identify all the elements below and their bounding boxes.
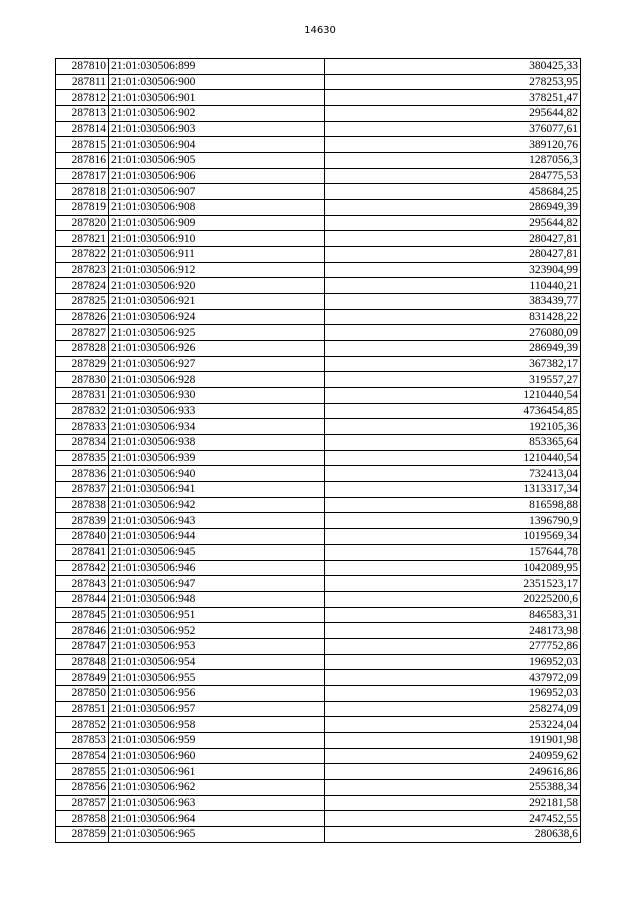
cadastral-number-cell: 21:01:030506:959 (109, 732, 325, 748)
table-row (56, 121, 581, 137)
cadastral-number-cell: 21:01:030506:945 (109, 544, 325, 560)
table-row (56, 544, 581, 560)
row-number-cell: 287839 (56, 513, 109, 529)
table-row (56, 811, 581, 827)
cadastral-value-cell: 255388,34 (325, 779, 581, 795)
row-number-cell: 287822 (56, 247, 109, 263)
cadastral-value-cell: 249616,86 (325, 764, 581, 780)
row-number-cell: 287834 (56, 435, 109, 451)
cadastral-value-cell: 248173,98 (325, 623, 581, 639)
row-number-cell: 287827 (56, 325, 109, 341)
table-row (56, 309, 581, 325)
cadastral-number-cell: 21:01:030506:933 (109, 403, 325, 419)
table-row (56, 670, 581, 686)
cadastral-value-cell: 276080,09 (325, 325, 581, 341)
table-row (56, 403, 581, 419)
table-row (56, 419, 581, 435)
cadastral-value-cell: 196952,03 (325, 685, 581, 701)
table-row (56, 764, 581, 780)
row-number-cell: 287840 (56, 529, 109, 545)
cadastral-number-cell: 21:01:030506:938 (109, 435, 325, 451)
cadastral-number-cell: 21:01:030506:955 (109, 670, 325, 686)
row-number-cell: 287857 (56, 795, 109, 811)
table-row (56, 607, 581, 623)
cadastral-value-cell: 253224,04 (325, 717, 581, 733)
row-number-cell: 287815 (56, 137, 109, 153)
row-number-cell: 287818 (56, 184, 109, 200)
cadastral-value-cell: 110440,21 (325, 278, 581, 294)
table-row (56, 231, 581, 247)
cadastral-value-cell: 280427,81 (325, 247, 581, 263)
row-number-cell: 287817 (56, 168, 109, 184)
table-row (56, 732, 581, 748)
row-number-cell: 287841 (56, 544, 109, 560)
cadastral-value-cell: 1042089,95 (325, 560, 581, 576)
row-number-cell: 287813 (56, 106, 109, 122)
cadastral-number-cell: 21:01:030506:943 (109, 513, 325, 529)
table-row (56, 779, 581, 795)
row-number-cell: 287836 (56, 466, 109, 482)
row-number-cell: 287820 (56, 215, 109, 231)
table-row (56, 215, 581, 231)
cadastral-value-cell: 1313317,34 (325, 482, 581, 498)
page-number: 14630 (304, 25, 336, 36)
cadastral-number-cell: 21:01:030506:906 (109, 168, 325, 184)
row-number-cell: 287842 (56, 560, 109, 576)
cadastral-value-cell: 286949,39 (325, 200, 581, 216)
cadastral-value-cell: 323904,99 (325, 262, 581, 278)
table-row (56, 623, 581, 639)
cadastral-value-cell: 284775,53 (325, 168, 581, 184)
cadastral-number-cell: 21:01:030506:953 (109, 638, 325, 654)
cadastral-value-cell: 280638,6 (325, 826, 581, 842)
cadastral-number-cell: 21:01:030506:962 (109, 779, 325, 795)
cadastral-value-cell: 196952,03 (325, 654, 581, 670)
row-number-cell: 287826 (56, 309, 109, 325)
table-row (56, 278, 581, 294)
table-row (56, 654, 581, 670)
cadastral-value-cell: 367382,17 (325, 356, 581, 372)
table-row (56, 638, 581, 654)
table-row (56, 153, 581, 169)
cadastral-value-cell: 278253,95 (325, 74, 581, 90)
cadastral-value-cell: 853365,64 (325, 435, 581, 451)
row-number-cell: 287856 (56, 779, 109, 795)
cadastral-number-cell: 21:01:030506:926 (109, 341, 325, 357)
table-row (56, 74, 581, 90)
table-row (56, 795, 581, 811)
row-number-cell: 287858 (56, 811, 109, 827)
cadastral-number-cell: 21:01:030506:940 (109, 466, 325, 482)
table-row (56, 388, 581, 404)
cadastral-value-cell: 286949,39 (325, 341, 581, 357)
cadastral-value-cell: 380425,33 (325, 59, 581, 75)
row-number-cell: 287821 (56, 231, 109, 247)
row-number-cell: 287816 (56, 153, 109, 169)
cadastral-value-cell: 383439,77 (325, 294, 581, 310)
cadastral-number-cell: 21:01:030506:964 (109, 811, 325, 827)
row-number-cell: 287847 (56, 638, 109, 654)
cadastral-value-cell: 247452,55 (325, 811, 581, 827)
cadastral-number-cell: 21:01:030506:957 (109, 701, 325, 717)
cadastral-number-cell: 21:01:030506:952 (109, 623, 325, 639)
cadastral-number-cell: 21:01:030506:909 (109, 215, 325, 231)
cadastral-number-cell: 21:01:030506:942 (109, 497, 325, 513)
table-row (56, 106, 581, 122)
cadastral-number-cell: 21:01:030506:930 (109, 388, 325, 404)
cadastral-number-cell: 21:01:030506:908 (109, 200, 325, 216)
row-number-cell: 287814 (56, 121, 109, 137)
row-number-cell: 287855 (56, 764, 109, 780)
row-number-cell: 287854 (56, 748, 109, 764)
cadastral-number-cell: 21:01:030506:927 (109, 356, 325, 372)
cadastral-value-cell: 378251,47 (325, 90, 581, 106)
cadastral-value-table (55, 58, 581, 843)
table-row (56, 701, 581, 717)
table-row (56, 59, 581, 75)
cadastral-number-cell: 21:01:030506:924 (109, 309, 325, 325)
row-number-cell: 287832 (56, 403, 109, 419)
table-row (56, 168, 581, 184)
row-number-cell: 287823 (56, 262, 109, 278)
cadastral-value-cell: 295644,82 (325, 106, 581, 122)
table-row (56, 200, 581, 216)
cadastral-number-cell: 21:01:030506:960 (109, 748, 325, 764)
cadastral-value-cell: 240959,62 (325, 748, 581, 764)
table-row (56, 826, 581, 842)
cadastral-number-cell: 21:01:030506:958 (109, 717, 325, 733)
table-row (56, 576, 581, 592)
table-row (56, 497, 581, 513)
table-row (56, 560, 581, 576)
cadastral-value-cell: 437972,09 (325, 670, 581, 686)
cadastral-value-cell: 1287056,3 (325, 153, 581, 169)
cadastral-number-cell: 21:01:030506:912 (109, 262, 325, 278)
table-row (56, 466, 581, 482)
row-number-cell: 287830 (56, 372, 109, 388)
row-number-cell: 287812 (56, 90, 109, 106)
row-number-cell: 287831 (56, 388, 109, 404)
cadastral-number-cell: 21:01:030506:925 (109, 325, 325, 341)
row-number-cell: 287811 (56, 74, 109, 90)
row-number-cell: 287859 (56, 826, 109, 842)
row-number-cell: 287838 (56, 497, 109, 513)
cadastral-value-cell: 157644,78 (325, 544, 581, 560)
cadastral-number-cell: 21:01:030506:920 (109, 278, 325, 294)
cadastral-number-cell: 21:01:030506:911 (109, 247, 325, 263)
row-number-cell: 287851 (56, 701, 109, 717)
cadastral-number-cell: 21:01:030506:907 (109, 184, 325, 200)
table-row (56, 685, 581, 701)
row-number-cell: 287824 (56, 278, 109, 294)
row-number-cell: 287810 (56, 59, 109, 75)
table-row (56, 247, 581, 263)
table-row (56, 717, 581, 733)
row-number-cell: 287848 (56, 654, 109, 670)
table-body (56, 59, 581, 843)
cadastral-number-cell: 21:01:030506:905 (109, 153, 325, 169)
table-row (56, 325, 581, 341)
cadastral-value-cell: 295644,82 (325, 215, 581, 231)
cadastral-number-cell: 21:01:030506:939 (109, 450, 325, 466)
row-number-cell: 287819 (56, 200, 109, 216)
cadastral-value-cell: 458684,25 (325, 184, 581, 200)
row-number-cell: 287846 (56, 623, 109, 639)
table-row (56, 262, 581, 278)
row-number-cell: 287833 (56, 419, 109, 435)
cadastral-number-cell: 21:01:030506:903 (109, 121, 325, 137)
table-row (56, 748, 581, 764)
cadastral-value-cell: 376077,61 (325, 121, 581, 137)
cadastral-number-cell: 21:01:030506:928 (109, 372, 325, 388)
row-number-cell: 287852 (56, 717, 109, 733)
cadastral-number-cell: 21:01:030506:901 (109, 90, 325, 106)
cadastral-number-cell: 21:01:030506:963 (109, 795, 325, 811)
cadastral-value-cell: 192105,36 (325, 419, 581, 435)
cadastral-value-cell: 1019569,34 (325, 529, 581, 545)
cadastral-value-cell: 4736454,85 (325, 403, 581, 419)
cadastral-value-cell: 816598,88 (325, 497, 581, 513)
cadastral-value-cell: 732413,04 (325, 466, 581, 482)
row-number-cell: 287850 (56, 685, 109, 701)
cadastral-number-cell: 21:01:030506:921 (109, 294, 325, 310)
cadastral-value-cell: 389120,76 (325, 137, 581, 153)
table-row (56, 137, 581, 153)
cadastral-value-cell: 277752,86 (325, 638, 581, 654)
cadastral-number-cell: 21:01:030506:947 (109, 576, 325, 592)
row-number-cell: 287843 (56, 576, 109, 592)
table-row (56, 435, 581, 451)
row-number-cell: 287849 (56, 670, 109, 686)
cadastral-number-cell: 21:01:030506:951 (109, 607, 325, 623)
cadastral-value-cell: 1210440,54 (325, 388, 581, 404)
cadastral-number-cell: 21:01:030506:965 (109, 826, 325, 842)
row-number-cell: 287828 (56, 341, 109, 357)
row-number-cell: 287825 (56, 294, 109, 310)
cadastral-number-cell: 21:01:030506:946 (109, 560, 325, 576)
cadastral-value-cell: 191901,98 (325, 732, 581, 748)
cadastral-value-cell: 1396790,9 (325, 513, 581, 529)
table-row (56, 529, 581, 545)
cadastral-value-cell: 2351523,17 (325, 576, 581, 592)
cadastral-value-cell: 292181,58 (325, 795, 581, 811)
table-row (56, 184, 581, 200)
table-row (56, 341, 581, 357)
cadastral-number-cell: 21:01:030506:948 (109, 591, 325, 607)
cadastral-value-cell: 846583,31 (325, 607, 581, 623)
cadastral-value-cell: 20225200,6 (325, 591, 581, 607)
table-row (56, 450, 581, 466)
row-number-cell: 287829 (56, 356, 109, 372)
cadastral-value-cell: 319557,27 (325, 372, 581, 388)
table-row (56, 482, 581, 498)
table-row (56, 513, 581, 529)
table-row (56, 294, 581, 310)
cadastral-value-cell: 831428,22 (325, 309, 581, 325)
table-row (56, 90, 581, 106)
table-row (56, 591, 581, 607)
cadastral-number-cell: 21:01:030506:934 (109, 419, 325, 435)
row-number-cell: 287845 (56, 607, 109, 623)
cadastral-number-cell: 21:01:030506:904 (109, 137, 325, 153)
cadastral-value-cell: 258274,09 (325, 701, 581, 717)
cadastral-number-cell: 21:01:030506:944 (109, 529, 325, 545)
cadastral-number-cell: 21:01:030506:941 (109, 482, 325, 498)
cadastral-number-cell: 21:01:030506:910 (109, 231, 325, 247)
cadastral-value-cell: 1210440,54 (325, 450, 581, 466)
cadastral-number-cell: 21:01:030506:902 (109, 106, 325, 122)
row-number-cell: 287835 (56, 450, 109, 466)
row-number-cell: 287844 (56, 591, 109, 607)
cadastral-value-cell: 280427,81 (325, 231, 581, 247)
cadastral-number-cell: 21:01:030506:899 (109, 59, 325, 75)
row-number-cell: 287837 (56, 482, 109, 498)
cadastral-number-cell: 21:01:030506:961 (109, 764, 325, 780)
row-number-cell: 287853 (56, 732, 109, 748)
table-row (56, 356, 581, 372)
table-row (56, 372, 581, 388)
cadastral-number-cell: 21:01:030506:900 (109, 74, 325, 90)
cadastral-number-cell: 21:01:030506:956 (109, 685, 325, 701)
cadastral-number-cell: 21:01:030506:954 (109, 654, 325, 670)
